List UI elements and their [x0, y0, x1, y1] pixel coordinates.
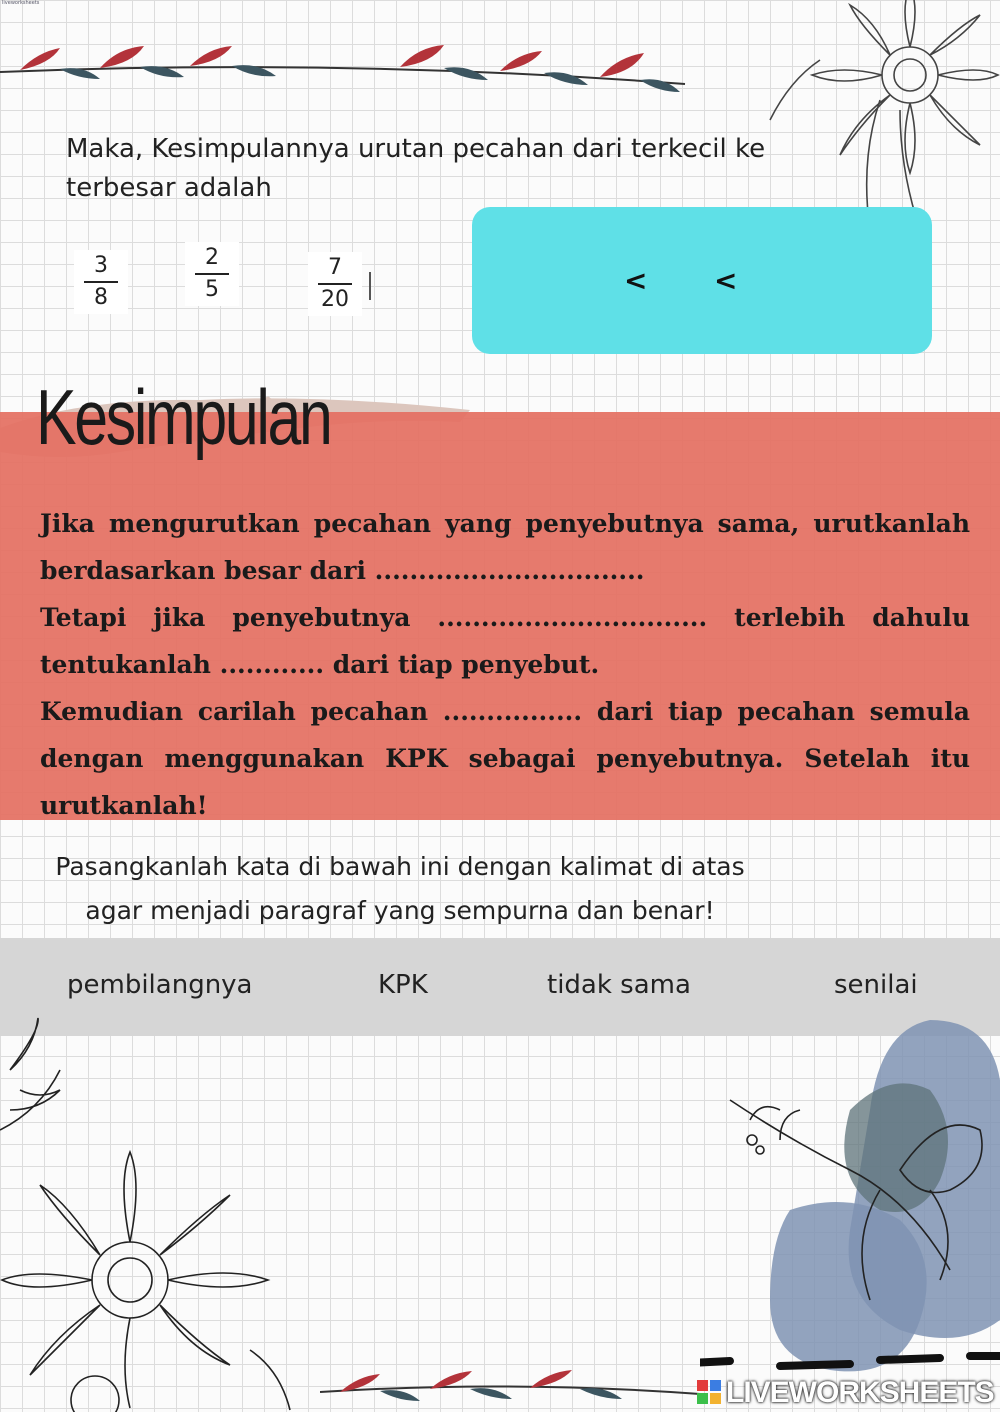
intro-text: Maka, Kesimpulannya urutan pecahan dari terkecil ke terbesar adalah: [66, 134, 766, 203]
fraction-3-8[interactable]: [74, 250, 128, 314]
fraction-numerator: 2: [205, 245, 219, 270]
fraction-numerator: 3: [94, 253, 108, 278]
instruction-text: [40, 845, 760, 933]
fraction-2-5[interactable]: [185, 242, 239, 306]
fraction-denominator: 20: [321, 287, 349, 312]
fraction-denominator: 5: [205, 277, 219, 302]
word-tidak-sama[interactable]: tidak sama: [547, 970, 691, 1000]
word-pembilangnya[interactable]: pembilangnya: [67, 970, 253, 1000]
source-mark: liveworksheets: [2, 0, 40, 6]
liveworksheets-logo-icon: [697, 1380, 721, 1404]
word-kpk[interactable]: KPK: [378, 970, 428, 1000]
instruction-line-1: Pasangkanlah kata di bawah ini dengan kalimat di atas: [55, 852, 745, 881]
conclusion-line-2: Tetapi jika penyebutnya ............................... terlebih dahulu tentukanlah ............ dari tiap penyebut.: [40, 603, 970, 679]
answer-drop-box[interactable]: [472, 207, 932, 354]
less-than-sign-2: <: [714, 264, 738, 297]
flower-painting-bottom-right: [700, 1000, 1000, 1390]
fraction-denominator: 8: [94, 285, 108, 310]
liveworksheets-logo: LIVEWORKSHEETS: [726, 1376, 994, 1409]
fraction-bar: [318, 283, 352, 285]
conclusion-line-3: Kemudian carilah pecahan ................ dari tiap pecahan semula dengan menggunakan KPK sebagai penyebutnya. Setelah itu urutkanlah!: [40, 697, 970, 820]
word-senilai[interactable]: senilai: [834, 970, 918, 1000]
fraction-numerator: 7: [328, 255, 342, 280]
fraction-7-20[interactable]: [308, 252, 362, 316]
less-than-sign-1: <: [624, 264, 648, 297]
conclusion-line-1: Jika mengurutkan pecahan yang penyebutnya sama, urutkanlah berdasarkan besar dari ...............................: [40, 509, 970, 585]
text-cursor: [369, 272, 371, 300]
conclusion-paragraph: [40, 500, 970, 829]
leaf-garland-bottom: [320, 1370, 700, 1412]
flower-sketch-bottom-left: [0, 1010, 300, 1412]
fraction-bar: [195, 273, 229, 275]
leaf-garland-top: [0, 36, 690, 96]
fraction-bar: [84, 281, 118, 283]
section-title: Kesimpulan: [36, 373, 331, 461]
instruction-line-2: agar menjadi paragraf yang sempurna dan benar!: [85, 896, 715, 925]
